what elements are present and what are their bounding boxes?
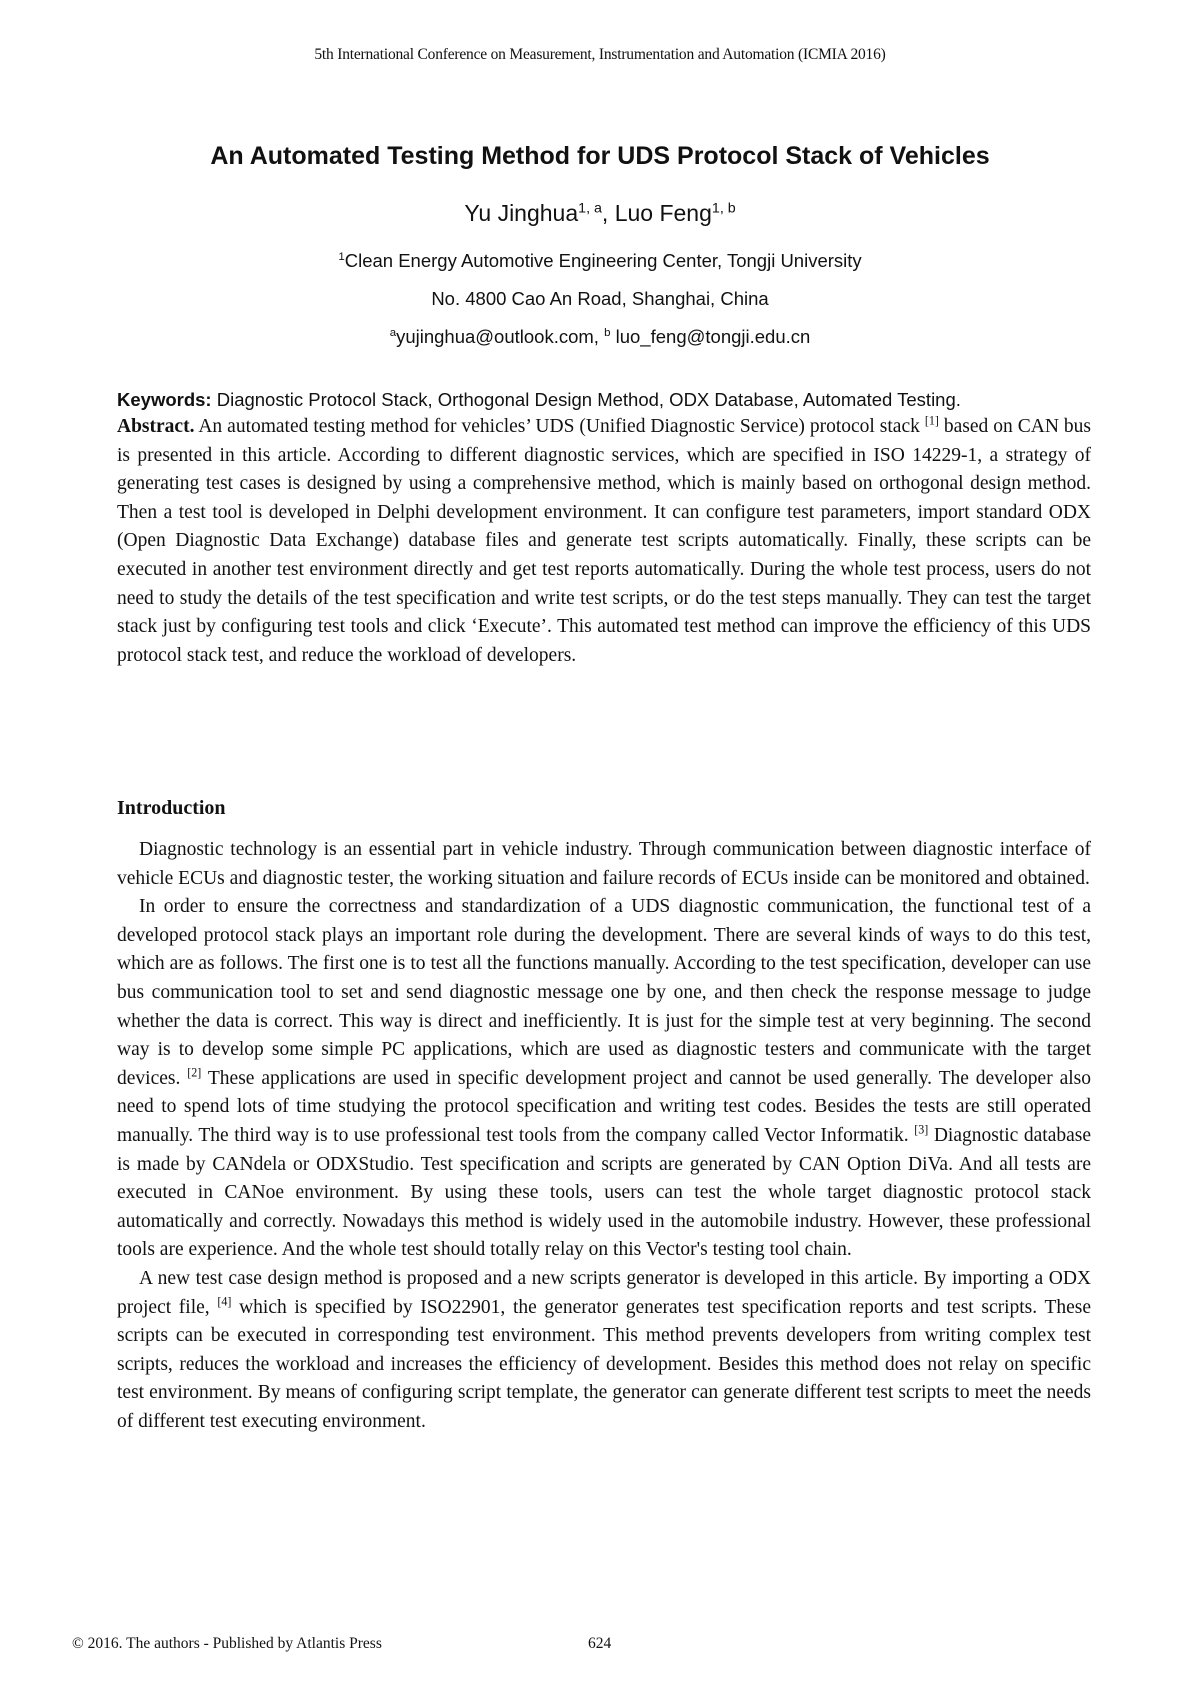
abstract-text: based on CAN bus is presented in this article. According to different diagnostic services, which are specified in ISO 14229-1, a strategy of generating test cases is designed by using a comprehensive method, which is mainly based on orthogonal design method. Then a test tool is developed in Delphi development environment. It can configure test parameters, import standard ODX (Open Diagnostic Data Exchange) database files and generate test scripts automatically. Finally, these scripts can be executed in another test environment directly and get test reports automatically. During the whole test process, users do not need to study the details of the test specification and write test scripts, or do the test steps manually. They can test the target stack just by configuring test tools and click ‘Execute’. This automated test method can improve the efficiency of this UDS protocol stack test, and reduce the workload of developers. (117, 416, 1091, 666)
footer-copyright: © 2016. The authors - Published by Atlantis Press (72, 1635, 382, 1652)
email-b: luo_feng@tongji.edu.cn (610, 326, 811, 347)
conference-header: 5th International Conference on Measurement, Instrumentation and Automation (ICMIA 2016) (314, 46, 886, 63)
author-separator: , (601, 200, 615, 226)
paragraph-text: In order to ensure the correctness and standardization of a UDS diagnostic communication, the functional test of a developed protocol stack plays an important role during the development. There are several kinds of ways to do this test, which are as follows. The first one is to test all the functions manually. According to the test specification, developer can use bus communication tool to set and send diagnostic message one by one, and then check the response message to judge whether the data is correct. This way is direct and inefficiently. It is just for the simple test at very beginning. The second way is to develop some simple PC applications, which are used as diagnostic testers and communicate with the target devices. (117, 896, 1091, 1089)
paragraph-text: These applications are used in specific development project and cannot be used generally. The developer also need to spend lots of time studying the protocol specification and writing test codes. Besides the tests are still operated manually. The third way is to use professional test tools from the company called Vector Informatik. (117, 1067, 1091, 1146)
author-superscript: 1, b (711, 200, 736, 217)
citation-ref: [1] (924, 413, 939, 428)
email-superscript-b: b (604, 326, 611, 339)
email-a: yujinghua@outlook.com, (396, 326, 605, 347)
paragraph-text: A new test case design method is proposed and a new scripts generator is developed in this article. By importing a ODX project file, (117, 1267, 1091, 1318)
paper-title: An Automated Testing Method for UDS Protocol Stack of Vehicles (210, 142, 990, 170)
keywords-text: Diagnostic Protocol Stack, Orthogonal Design Method, ODX Database, Automated Testing. (211, 389, 961, 410)
introduction-body (117, 836, 1091, 1436)
affiliation-emails (0, 326, 1200, 348)
author-name: Yu Jinghua (464, 200, 579, 226)
citation-ref: [3] (914, 1122, 929, 1137)
affiliation-superscript: 1 (338, 250, 345, 263)
paragraph: Diagnostic technology is an essential part in vehicle industry. Through communication between diagnostic interface of vehicle ECUs and diagnostic tester, the working situation and failure records of ECUs inside can be monitored and obtained. (117, 839, 1091, 889)
section-heading-introduction: Introduction (117, 797, 226, 819)
affiliation-line-1 (0, 250, 1200, 272)
affiliation-line-2: No. 4800 Cao An Road, Shanghai, China (431, 288, 769, 309)
author-name: Luo Feng (614, 200, 712, 226)
abstract (117, 413, 1091, 670)
citation-ref: [2] (187, 1065, 202, 1080)
email-superscript-a: a (389, 326, 397, 339)
keywords (117, 387, 1091, 413)
abstract-label: Abstract. (117, 416, 195, 437)
paragraph-text: which is specified by ISO22901, the generator generates test specification reports and test scripts. These scripts can be executed in corresponding test environment. This method prevents developers from writing complex test scripts, reduces the workload and increases the efficiency of development. Besides this method does not relay on specific test environment. By means of configuring script template, the generator can generate different test scripts to meet the needs of different test executing environment. (117, 1296, 1092, 1432)
author-line (0, 200, 1200, 227)
author-superscript: 1, a (578, 200, 602, 217)
page-number: 624 (588, 1635, 612, 1652)
paragraph (117, 1265, 1091, 1437)
front-matter (117, 387, 1091, 670)
keywords-label: Keywords: (117, 389, 212, 410)
paragraph (117, 893, 1091, 1265)
citation-ref: [4] (217, 1294, 232, 1308)
abstract-text: An automated testing method for vehicles’ UDS (Unified Diagnostic Service) protocol stack (194, 416, 925, 437)
paragraph-text: Diagnostic database is made by CANdela or ODXStudio. Test specification and scripts are generated by CAN Option DiVa. And all tests are executed in CANoe environment. By using these tools, users can test the whole target diagnostic protocol stack automatically and correctly. Nowadays this method is widely used in the automobile industry. However, these professional tools are experience. And the whole test should totally relay on this Vector's testing tool chain. (117, 1124, 1091, 1261)
affiliation-institution: Clean Energy Automotive Engineering Center, Tongji University (344, 250, 862, 271)
